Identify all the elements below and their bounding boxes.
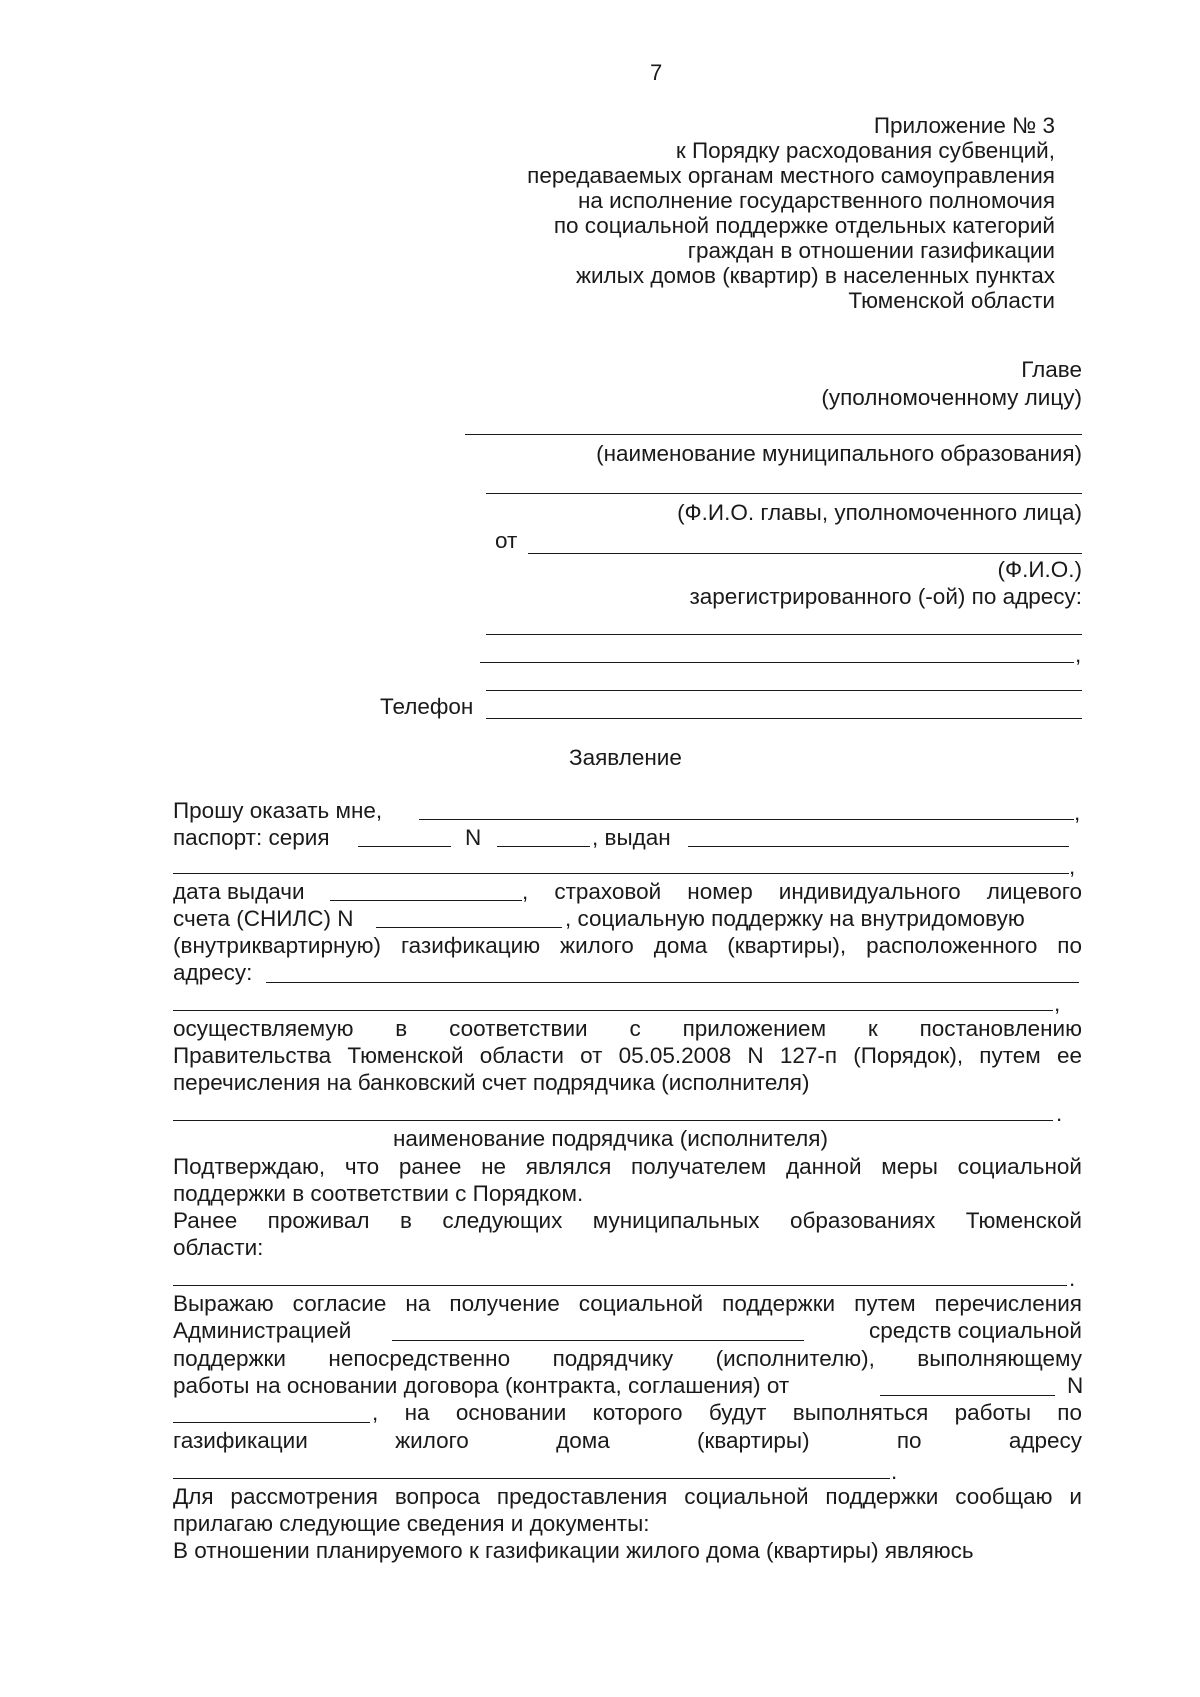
contract-basis-text: работы на основании договора (контракта, соглашения) от — [173, 1373, 790, 1398]
head-name-field[interactable] — [486, 493, 1082, 494]
registered-address-label: зарегистрированного (-ой) по адресу: — [689, 584, 1082, 609]
contract-number-field[interactable] — [173, 1422, 370, 1423]
passport-series-field[interactable] — [358, 846, 451, 847]
appendix-line: Приложение № 3 — [873, 113, 1055, 138]
document-title: Заявление — [569, 745, 682, 770]
consent-funds-text: средств социальной — [868, 1318, 1082, 1343]
appendix-line: к Порядку расходования субвенций, — [675, 138, 1055, 163]
works-text: , на основании которого будут выполняться работы по — [372, 1400, 1082, 1425]
ownership-text: В отношении планируемого к газификации жилого дома (квартиры) являюсь — [173, 1538, 974, 1563]
applicant-name-field[interactable] — [528, 553, 1082, 554]
passport-series-label: паспорт: серия — [173, 825, 330, 850]
passport-n-label: N — [465, 825, 482, 850]
gasification-address-field[interactable] — [173, 1478, 890, 1479]
issue-date-label: дата выдачи — [173, 879, 305, 904]
documents-text: Для рассмотрения вопроса предоставления социальной поддержки сообщаю и — [173, 1484, 1082, 1509]
address-label: адресу: — [173, 960, 253, 985]
fio-caption: (Ф.И.О.) — [997, 557, 1082, 582]
consent-text: Выражаю согласие на получение социальной поддержки путем перечисления — [173, 1291, 1082, 1316]
address-field-1[interactable] — [486, 634, 1082, 635]
period: . — [891, 1459, 898, 1484]
appendix-line: граждан в отношении газификации — [687, 238, 1055, 263]
gasification-address-text: газификации жилого дома (квартиры) по адресу — [173, 1428, 1082, 1453]
address-field-3[interactable] — [486, 690, 1082, 691]
issued-by-label: , выдан — [592, 825, 671, 850]
applicant-fio-field[interactable] — [419, 819, 1074, 820]
address-field-2[interactable] — [480, 662, 1074, 663]
lived-text: Ранее проживал в следующих муниципальных образованиях Тюменской — [173, 1208, 1082, 1233]
documents-text-2: прилагаю следующие сведения и документы: — [173, 1511, 650, 1536]
head-name-caption: (Ф.И.О. главы, уполномоченного лица) — [677, 500, 1082, 525]
contractor-caption: наименование подрядчика (исполнителя) — [393, 1126, 828, 1151]
snils-label: счета (СНИЛС) N — [173, 906, 354, 931]
issued-by-field[interactable] — [688, 846, 1069, 847]
appendix-line: на исполнение государственного полномочия — [577, 188, 1055, 213]
comma: , — [1075, 642, 1082, 667]
house-address-field-continued[interactable] — [173, 1010, 1053, 1011]
period: . — [1056, 1101, 1063, 1126]
comma: , — [1054, 991, 1061, 1016]
to-head: Главе — [1021, 357, 1082, 382]
administration-field[interactable] — [392, 1340, 804, 1341]
house-address-field[interactable] — [266, 982, 1079, 983]
passport-number-field[interactable] — [497, 846, 590, 847]
consent-contractor-text: поддержки непосредственно подрядчику (исполнителю), выполняющему — [173, 1346, 1082, 1371]
appendix-line: жилых домов (квартир) в населенных пунктах — [575, 263, 1055, 288]
appendix-line: передаваемых органам местного самоуправления — [527, 163, 1055, 188]
phone-field[interactable] — [486, 718, 1082, 719]
transfer-text: перечисления на банковский счет подрядчика (исполнителя) — [173, 1070, 810, 1095]
gasification-text: (внутриквартирную) газификацию жилого дома (квартиры), расположенного по — [173, 933, 1082, 958]
from-label: от — [495, 528, 518, 553]
ask-text: Прошу оказать мне, — [173, 798, 383, 823]
issue-date-field[interactable] — [330, 900, 522, 901]
issued-by-field-continued[interactable] — [173, 873, 1069, 874]
lived-text-2: области: — [173, 1235, 264, 1260]
period: . — [1069, 1266, 1076, 1291]
carried-out-text: осуществляемую в соответствии с приложением к постановлению — [173, 1016, 1082, 1041]
previous-municipalities-field[interactable] — [173, 1285, 1067, 1286]
comma: , — [1069, 854, 1076, 879]
consent-admin-label: Администрацией — [173, 1318, 352, 1343]
contract-n-label: N — [1067, 1373, 1084, 1398]
appendix-line: Тюменской области — [848, 288, 1055, 313]
authorized-person: (уполномоченному лицу) — [821, 385, 1082, 410]
government-text: Правительства Тюменской области от 05.05.2008 N 127-п (Порядок), путем ее — [173, 1043, 1082, 1068]
snils-field[interactable] — [376, 927, 562, 928]
municipality-caption: (наименование муниципального образования) — [596, 441, 1082, 466]
appendix-line: по социальной поддержке отдельных категорий — [553, 213, 1055, 238]
confirm-text: Подтверждаю, что ранее не являлся получателем данной меры социальной — [173, 1154, 1082, 1179]
snils-intro: , страховой номер индивидуального лицевого — [522, 879, 1082, 904]
phone-label: Телефон — [380, 694, 474, 719]
municipality-field[interactable] — [465, 434, 1082, 435]
comma: , — [1074, 800, 1081, 825]
page-number: 7 — [650, 60, 663, 85]
support-text: , социальную поддержку на внутридомовую — [565, 906, 1025, 931]
confirm-text-2: поддержки в соответствии с Порядком. — [173, 1181, 584, 1206]
contractor-field[interactable] — [173, 1120, 1053, 1121]
contract-date-field[interactable] — [880, 1395, 1055, 1396]
